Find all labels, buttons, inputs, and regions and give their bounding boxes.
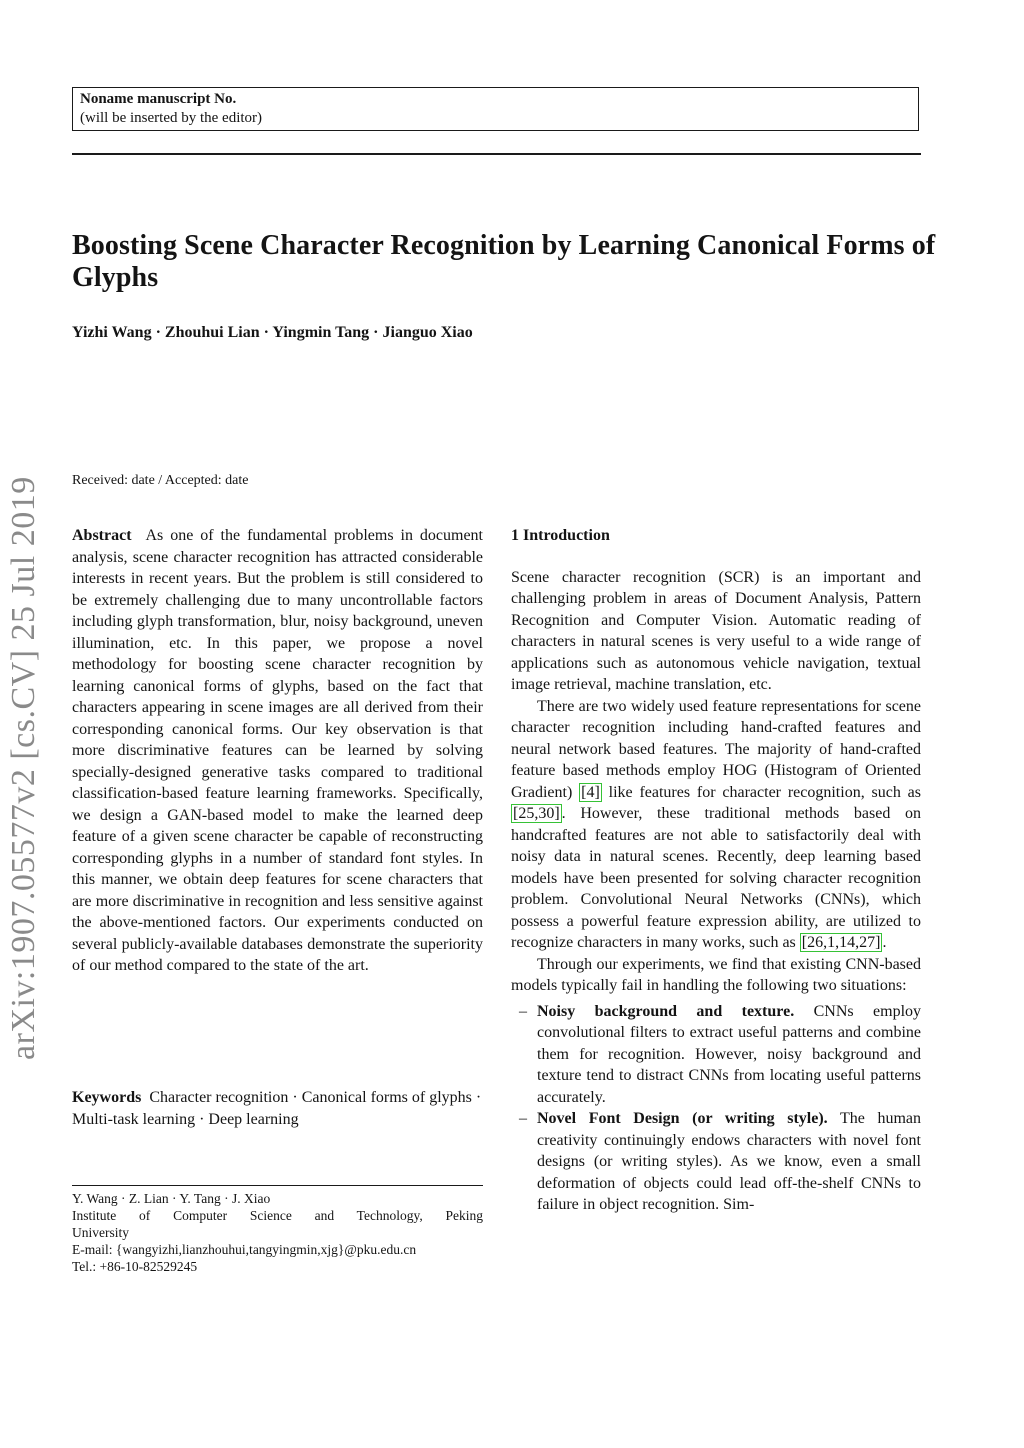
- list-item-text: CNNs employ convolutional filters to extract useful patterns and combine them for recognition. However, noisy background and texture tend to distract CNNs from locating useful patterns accurately.: [537, 1002, 922, 1106]
- arxiv-identifier-stamp: arXiv:1907.05577v2 [cs.CV] 25 Jul 2019: [5, 476, 42, 1060]
- footnote-names: Y. Wang · Z. Lian · Y. Tang · J. Xiao: [72, 1191, 271, 1206]
- keywords-text: Character recognition · Canonical forms of glyphs · Multi-task learning · Deep learning: [72, 1089, 482, 1128]
- footnote-email: E-mail: {wangyizhi,lianzhouhui,tangyingmin,xjg}@pku.edu.cn: [72, 1242, 417, 1257]
- footnote-affiliation-line1: Institute of Computer Science and Technology, Peking: [72, 1208, 483, 1223]
- citation-link[interactable]: [4]: [581, 783, 600, 801]
- list-item-text: The human creativity continuingly endows characters with novel font designs (or writing styles). As we know, even a small deformation of objects could lead off-the-shelf CNNs to failure in object recognition. Sim-: [537, 1110, 922, 1213]
- editor-note-line: (will be inserted by the editor): [80, 110, 263, 126]
- citation-link[interactable]: [26,1,14,27]: [801, 934, 881, 951]
- intro-paragraph-2: [511, 696, 921, 954]
- intro-p2-text-b: like features for character recognition, such as: [608, 783, 921, 801]
- introduction-section: [511, 525, 921, 1216]
- paper-title: Boosting Scene Character Recognition by Learning Canonical Forms of Glyphs: [72, 230, 936, 293]
- footnote-telephone: Tel.: +86-10-82529245: [72, 1259, 198, 1274]
- abstract-section: [72, 525, 483, 977]
- introduction-heading: 1 Introduction: [511, 527, 610, 544]
- intro-p2-text-a: There are two widely used feature representations for scene character recognition including hand-crafted features and neural network based features. The majority of hand-crafted feature based methods employ HOG (Histogram of Oriented Gradient): [511, 697, 921, 801]
- list-item-title: Novel Font Design (or writing style).: [537, 1110, 828, 1127]
- intro-paragraph-3: Through our experiments, we find that existing CNN-based models typically fail in handling the following two situations:: [511, 955, 921, 994]
- list-dash: –: [519, 1110, 527, 1127]
- intro-paragraph-1: Scene character recognition (SCR) is an important and challenging problem in areas of Document Analysis, Pattern Recognition and Computer Vision. Automatic reading of characters in natural scenes is very useful to a wide range of applications such as autonomous vehicle navigation, textual image retrieval, machine translation, etc.: [511, 568, 921, 693]
- list-item-title: Noisy background and texture.: [537, 1002, 795, 1020]
- keywords-section: [72, 1087, 483, 1130]
- keywords-label: Keywords: [72, 1089, 142, 1106]
- author-footnote: [72, 1190, 483, 1275]
- list-dash: –: [519, 1002, 527, 1020]
- received-accepted-line: Received: date / Accepted: date: [72, 473, 249, 488]
- footnote-rule: [72, 1185, 483, 1186]
- footnote-affiliation-line2: University: [72, 1225, 129, 1240]
- header-rule: [72, 153, 921, 155]
- citation-link[interactable]: [25,30]: [513, 805, 560, 822]
- author-list: Yizhi Wang · Zhouhui Lian · Yingmin Tang · Jianguo Xiao: [72, 324, 473, 341]
- intro-p2-text-c: . However, these traditional methods based on handcrafted features are not able to satisfactorily deal with noisy data in natural scenes. Recently, deep learning based models have been presented for solving character recognition problem. Convolutional Neural Networks (CNNs), which possess a powerful feature expression ability, are utilized to recognize characters in many works, such as: [511, 805, 921, 951]
- situations-list: [511, 1001, 921, 1216]
- manuscript-box: [72, 87, 919, 131]
- list-item: [519, 1108, 922, 1216]
- abstract-label: Abstract: [72, 527, 132, 544]
- intro-p2-text-d: .: [882, 934, 887, 951]
- abstract-text: As one of the fundamental problems in document analysis, scene character recognition has attracted considerable interests in recent years. But the problem is still considered to be extremely challenging due to many uncontrollable factors including glyph transformation, blur, noisy background, uneven illumination, etc. In this paper, we propose a novel methodology for boosting scene character recognition by learning canonical forms of glyphs, based on the fact that characters appearing in scene images are all derived from their corresponding canonical forms. Our key observation is that more discriminative features can be learned by solving specially-designed generative tasks compared to traditional classification-based feature learning frameworks. Specifically, we design a GAN-based model to make the learned deep feature of a given scene character be capable of reconstructing corresponding glyphs in a number of standard font styles. In this manner, we obtain deep features for scene characters that are more discriminative in recognition and less sensitive against the above-mentioned factors. Our experiments conducted on several publicly-available databases demonstrate the superiority of our method compared to the state of the art.: [72, 527, 484, 974]
- manuscript-number-line: Noname manuscript No.: [80, 91, 237, 107]
- list-item: [519, 1001, 922, 1109]
